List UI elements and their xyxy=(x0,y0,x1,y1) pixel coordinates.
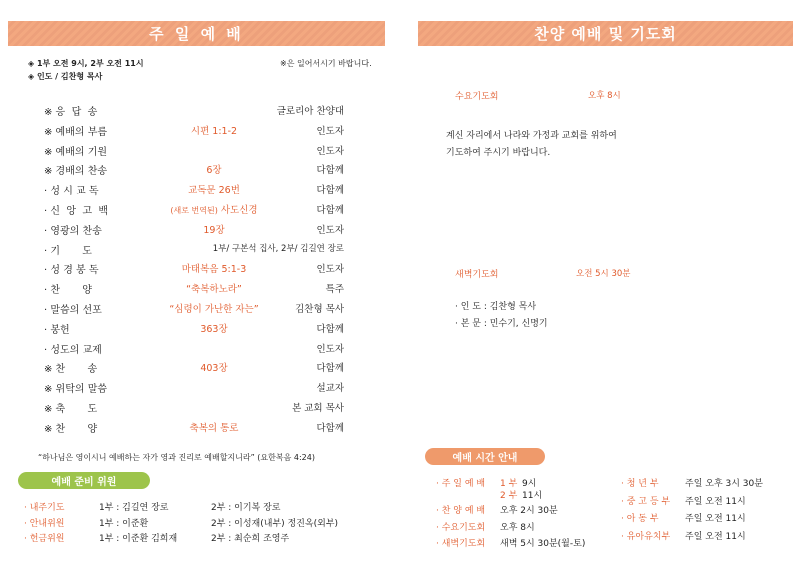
order-item-name: · 성도의 교제 xyxy=(44,344,102,356)
schedule-label: · 찬 양 예 배 xyxy=(436,506,486,516)
committee-label: · 헌금위원 xyxy=(24,534,65,544)
order-item-person: 글로리아 찬양대 xyxy=(276,106,344,117)
committee-label: · 내주기도 xyxy=(24,503,65,513)
order-row xyxy=(44,199,344,219)
schedule-dept-label: · 청 년 부 xyxy=(621,479,659,489)
schedule-dept-time: 주일 오전 11시 xyxy=(685,514,746,524)
schedule-title: 예배 시간 안내 xyxy=(425,448,545,465)
schedule-dept-time: 주일 오전 11시 xyxy=(685,531,746,542)
worship-banner xyxy=(8,21,385,46)
committee-first-service: 1부 : 이준환 xyxy=(99,518,149,529)
order-item-person: 인도자 xyxy=(316,264,344,276)
committee-second-service: 2부 : 이성재(내부) 정진옥(외부) xyxy=(211,518,339,529)
order-item-person: 설교자 xyxy=(316,383,344,395)
committee-label: · 안내위원 xyxy=(24,518,65,529)
order-item-detail: 마태복음 5:1-3 xyxy=(181,264,247,276)
schedule-dept-time: 주일 오후 3시 30분 xyxy=(685,479,763,489)
dawn-leader: · 인 도 : 김찬형 목사 xyxy=(455,302,537,312)
order-item-name: ※ 예배의 부름 xyxy=(44,126,108,138)
order-item-person: 다함께 xyxy=(316,422,344,434)
order-row xyxy=(44,298,344,318)
schedule-time: 9시 xyxy=(522,479,537,489)
committee-second-service: 2부 : 이기복 장로 xyxy=(211,503,281,513)
schedule-label: · 주 일 예 배 xyxy=(436,479,486,489)
order-row xyxy=(44,318,344,338)
schedule-time: 11시 xyxy=(522,491,543,501)
leader: ◈ 인도 / 김찬형 목사 xyxy=(28,72,103,81)
order-of-worship xyxy=(44,100,344,437)
order-item-person: 다함께 xyxy=(316,185,344,197)
order-item-person: 본 교회 목사 xyxy=(292,402,344,414)
committee-first-service: 1부 : 이준환 김희재 xyxy=(99,534,178,544)
order-item-detail: 363장 xyxy=(200,323,228,335)
committee-first-service: 1부 : 김길연 장로 xyxy=(99,503,169,513)
scripture-verse: “하나님은 영이시니 예배하는 자가 영과 진리로 예배할지니라” (요한복음 4:24) xyxy=(38,453,315,462)
order-item-person: 인도자 xyxy=(316,224,344,236)
order-item-name: ※ 경배의 찬송 xyxy=(44,166,108,178)
order-row xyxy=(44,100,344,120)
service-times: ◈ 1부 오전 9시, 2부 오전 11시 xyxy=(28,59,144,68)
schedule-time: 오후 8시 xyxy=(500,523,535,533)
wed-label: 수요기도회 xyxy=(455,92,499,102)
order-item-name: · 기 도 xyxy=(44,245,92,257)
schedule-dept-label: · 유아유치부 xyxy=(621,531,671,542)
order-row xyxy=(44,278,344,298)
schedule-sub: 1 부 xyxy=(500,479,518,489)
order-item-detail: 403장 xyxy=(200,363,228,375)
order-item-name: · 성 시 교 독 xyxy=(44,186,99,198)
order-item-person: 다함께 xyxy=(316,363,344,375)
order-item-detail: 축복의 통로 xyxy=(189,422,239,434)
order-item-name: ※ 위탁의 말씀 xyxy=(44,384,108,396)
order-row xyxy=(44,417,344,437)
order-row xyxy=(44,179,344,199)
order-row xyxy=(44,357,344,377)
prayer-banner xyxy=(418,21,793,46)
order-item-detail: 1부/ 구본석 집사, 2부/ 김길연 장로 xyxy=(212,243,344,254)
order-item-person: 다함께 xyxy=(316,204,344,216)
order-row xyxy=(44,377,344,397)
wed-time: 오후 8시 xyxy=(588,91,621,101)
order-row xyxy=(44,338,344,358)
order-item-detail-text: 사도신경 xyxy=(220,204,258,216)
order-item-detail: “축복하노라” xyxy=(186,284,242,296)
order-item-detail xyxy=(144,202,284,216)
stand-note: ※은 일어서시기 바랍니다. xyxy=(280,59,372,68)
order-item-name: · 찬 양 xyxy=(44,285,92,297)
dawn-label: 새벽기도회 xyxy=(455,270,499,280)
schedule-label: · 수요기도회 xyxy=(436,523,486,533)
order-row xyxy=(44,239,344,259)
committee-title: 예배 준비 위원 xyxy=(18,472,150,489)
order-item-person: 김찬형 목사 xyxy=(295,303,344,315)
order-item-detail: 6장 xyxy=(206,165,222,177)
schedule-dept-time: 주일 오전 11시 xyxy=(685,496,746,507)
schedule-sub: 2 부 xyxy=(500,491,518,501)
order-item-name: · 봉헌 xyxy=(44,324,70,336)
order-item-name: ※ 축 도 xyxy=(44,403,98,415)
order-item-person: 특주 xyxy=(325,284,344,296)
order-row xyxy=(44,258,344,278)
order-item-name: · 영광의 찬송 xyxy=(44,225,102,237)
schedule-time: 새벽 5시 30분(월-토) xyxy=(500,539,586,549)
order-item-person: 인도자 xyxy=(316,145,344,157)
dawn-time: 오전 5시 30분 xyxy=(576,269,631,279)
order-item-person: 인도자 xyxy=(316,125,344,137)
order-item-name: · 말씀의 선포 xyxy=(44,304,102,316)
order-row xyxy=(44,219,344,239)
order-item-detail: “심령이 가난한 자는” xyxy=(169,303,259,315)
order-item-person: 다함께 xyxy=(316,165,344,177)
order-item-note: (새로 번역된) xyxy=(170,205,218,215)
dawn-text: · 본 문 : 민수기, 신명기 xyxy=(455,319,548,329)
schedule-label: · 새벽기도회 xyxy=(436,539,486,549)
order-item-name: ※ 응 답 송 xyxy=(44,107,98,118)
schedule-dept-label: · 아 동 부 xyxy=(621,514,659,524)
order-item-name: · 신 앙 고 백 xyxy=(44,205,109,217)
order-row xyxy=(44,159,344,179)
order-item-name: ※ 예배의 기원 xyxy=(44,146,108,158)
order-item-person: 다함께 xyxy=(316,323,344,335)
order-row xyxy=(44,140,344,160)
order-item-detail: 19장 xyxy=(203,224,225,236)
order-item-name: ※ 찬 양 xyxy=(44,423,98,435)
schedule-time: 오후 2시 30분 xyxy=(500,506,558,516)
worship-title: 주 일 예 배 xyxy=(149,25,244,43)
order-item-detail: 시편 1:1-2 xyxy=(190,125,238,137)
wed-text-1: 계신 자리에서 나라와 가정과 교회를 위하여 xyxy=(446,131,617,141)
order-row xyxy=(44,397,344,417)
prayer-title: 찬양 예배 및 기도회 xyxy=(534,25,677,43)
schedule-dept-label: · 중 고 등 부 xyxy=(621,496,671,507)
order-item-name: ※ 찬 송 xyxy=(44,364,98,376)
order-row xyxy=(44,120,344,140)
order-item-detail: 교독문 26번 xyxy=(188,185,240,197)
order-item-name: · 성 경 봉 독 xyxy=(44,265,99,277)
order-item-person: 인도자 xyxy=(316,343,344,355)
wed-text-2: 기도하여 주시기 바랍니다. xyxy=(446,148,551,158)
committee-second-service: 2부 : 최순희 조영주 xyxy=(211,534,290,544)
